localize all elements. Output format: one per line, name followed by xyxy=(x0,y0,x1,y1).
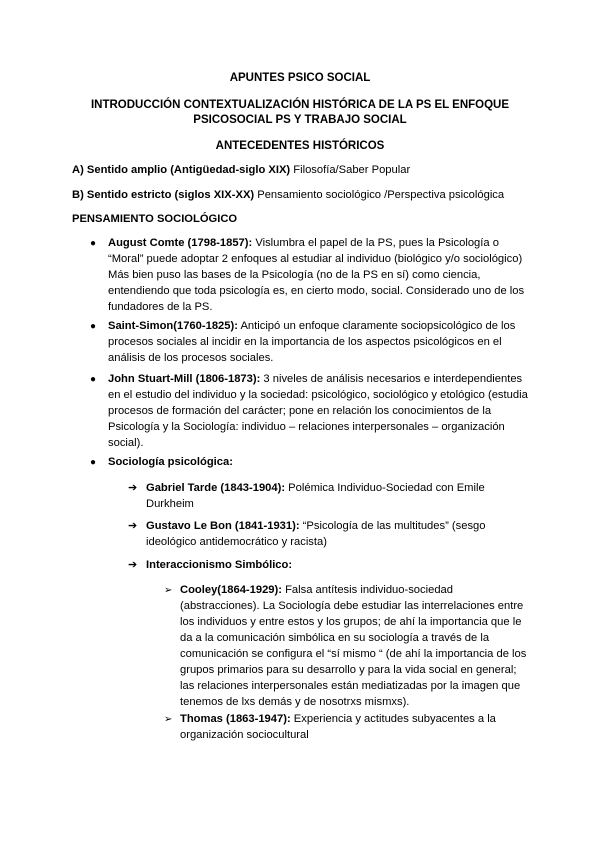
cooley-line: las relaciones interpersonales están mediatizadas por la imagen que xyxy=(180,680,521,692)
saint-simon-name: Saint-Simon(1760-1825): xyxy=(108,320,238,332)
sense-b-text: Pensamiento sociológico /Perspectiva psicológica xyxy=(254,189,505,201)
cooley-line: grupos primarios para su desarrollo y para la vida social en general; xyxy=(180,664,517,676)
lebon-line: ideológico antidemocrático y racista) xyxy=(146,536,327,548)
cooley-line: los individuos y entre estos y los grupos; de ahí la importancia que le xyxy=(180,616,522,628)
chevron-icon: ➢ xyxy=(164,585,173,596)
comte-line: “Moral” puede adoptar 2 enfoques al estudiar al individuo (biológico y/o sociológico) xyxy=(108,253,523,265)
list-item-thomas xyxy=(180,711,550,743)
comte-line: entendiendo que toda psicología es, en cierto modo, social. Considerado uno de los xyxy=(108,285,525,297)
stuart-mill-line: 3 niveles de análisis necesarios e interdependientes xyxy=(260,373,523,385)
list-item-comte xyxy=(108,235,548,315)
bullet-icon: ● xyxy=(90,457,97,468)
saint-simon-line: procesos sociales al incidir en la importancia de los aspectos psicológicos en el xyxy=(108,336,502,348)
subtitle-line-1: INTRODUCCIÓN CONTEXTUALIZACIÓN HISTÓRICA DE LA PS EL ENFOQUE xyxy=(90,99,510,111)
lebon-name: Gustavo Le Bon (1841-1931): xyxy=(146,520,300,532)
list-item-lebon xyxy=(146,518,546,550)
cooley-line: comunicación se configura el “sí mismo “ (de ahí la importancia de los xyxy=(180,648,527,660)
list-item-tarde xyxy=(146,480,546,512)
cooley-line: (abstracciones). La Sociología debe estudiar las interrelaciones entre xyxy=(180,600,524,612)
stuart-mill-line: procesos de formación del carácter; pone en relación los conocimientos de la xyxy=(108,405,492,417)
stuart-mill-line: Psicología y la Sociología: individuo – relaciones interpersonales – organización xyxy=(108,421,505,433)
comte-name: August Comte (1798-1857): xyxy=(108,237,253,249)
tarde-line: Durkheim xyxy=(146,498,194,510)
sense-a-text: Filosofía/Saber Popular xyxy=(290,164,411,176)
list-item-saint-simon xyxy=(108,318,548,366)
list-item-cooley xyxy=(180,582,550,710)
lebon-line: “Psicología de las multitudes” (sesgo xyxy=(299,520,486,532)
chevron-icon: ➢ xyxy=(164,714,173,725)
section-title: ANTECEDENTES HISTÓRICOS xyxy=(215,140,385,152)
thomas-line: organización sociocultural xyxy=(180,729,309,741)
socio-psico-label: Sociología psicológica: xyxy=(108,456,233,468)
cooley-name: Cooley(1864-1929): xyxy=(180,584,282,596)
stuart-mill-name: John Stuart-Mill (1806-1873): xyxy=(108,373,261,385)
cooley-line: tenemos de lxs demás y de nosotrxs mismxs). xyxy=(180,696,410,708)
list-item-stuart-mill xyxy=(108,371,548,451)
thomas-line: Experiencia y actitudes subyacentes a la xyxy=(290,713,496,725)
comte-line: Vislumbra el papel de la PS, pues la Psicología o xyxy=(252,237,499,249)
tarde-name: Gabriel Tarde (1843-1904): xyxy=(146,482,286,494)
subtitle-line-2: PSICOSOCIAL PS Y TRABAJO SOCIAL xyxy=(193,114,407,126)
saint-simon-line: análisis de los procesos sociales. xyxy=(108,352,274,364)
thomas-name: Thomas (1863-1947): xyxy=(180,713,291,725)
sense-b xyxy=(72,187,504,203)
bullet-icon: ● xyxy=(90,321,97,332)
sense-b-label: B) Sentido estricto (siglos XIX-XX) xyxy=(72,189,255,201)
sense-a-label: A) Sentido amplio (Antigüedad-siglo XIX) xyxy=(72,164,291,176)
sense-a xyxy=(72,162,410,178)
document-title: APUNTES PSICO SOCIAL xyxy=(229,72,371,84)
interaccionismo-label: Interaccionismo Simbólico: xyxy=(146,559,293,571)
bullet-icon: ● xyxy=(90,238,97,249)
bullet-icon: ● xyxy=(90,374,97,385)
arrow-icon: ➔ xyxy=(128,559,138,571)
saint-simon-line: Anticipó un enfoque claramente sociopsicológico de los xyxy=(237,320,516,332)
tarde-line: Polémica Individuo-Sociedad con Emile xyxy=(285,482,485,494)
comte-line: fundadores de la PS. xyxy=(108,301,213,313)
stuart-mill-line: en el estudio del individuo y la sociedad: psicológico, sociológico y etológico (estudia xyxy=(108,389,528,401)
comte-line: Más bien puso las bases de la Psicología (no de la PS en sí) como ciencia, xyxy=(108,269,481,281)
arrow-icon: ➔ xyxy=(128,520,138,532)
arrow-icon: ➔ xyxy=(128,482,138,494)
stuart-mill-line: social). xyxy=(108,437,144,449)
cooley-line: Falsa antítesis individuo-sociedad xyxy=(281,584,453,596)
section-heading: PENSAMIENTO SOCIOLÓGICO xyxy=(72,213,238,225)
cooley-line: da a la comunicación simbólica en su sociología a través de la xyxy=(180,632,490,644)
